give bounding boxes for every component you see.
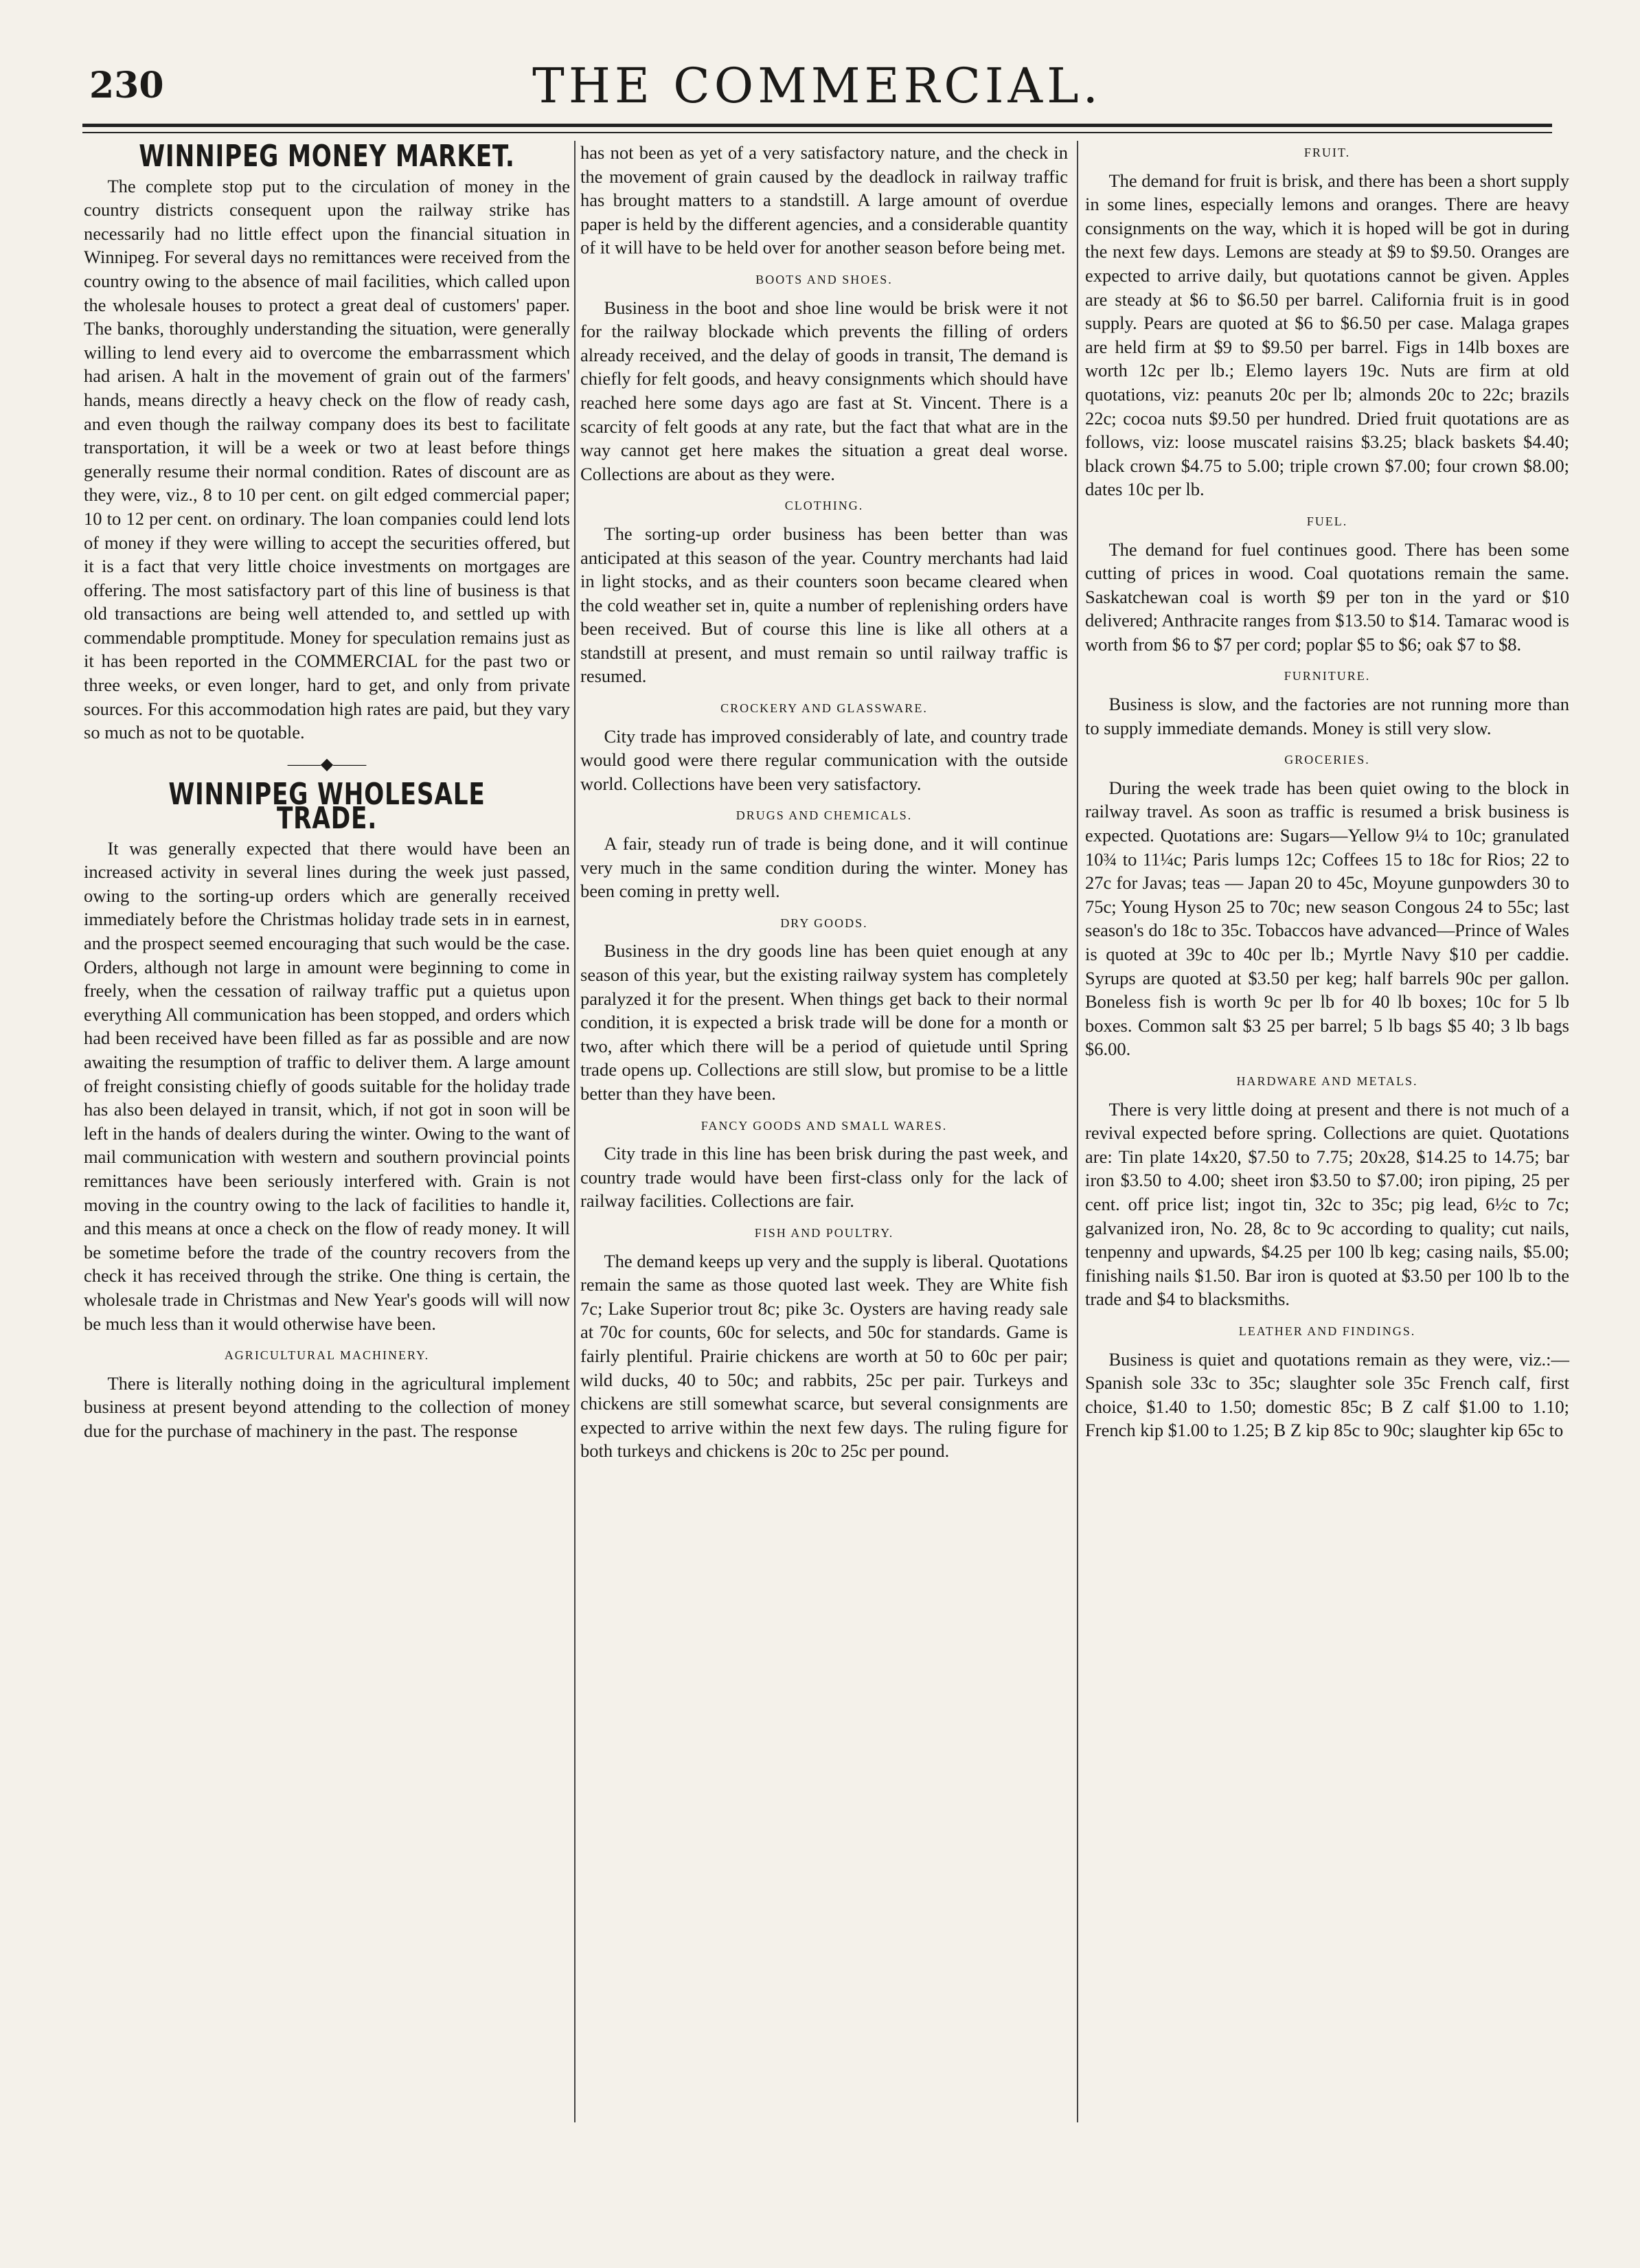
fancy-goods-body: City trade in this line has been brisk during the past week, and country trade would have been first-class only for the lack of railway facilities. Collections are fair. [580, 1143, 1068, 1212]
fruit-body: The demand for fruit is brisk, and there has been a short supply in some lines, especially lemons and oranges. There are heavy consignments on the way, which it is hoped will be got in during the next few days. Lemons are steady at $9 to $9.50. Oranges are expected to arrive daily, but quotations cannot be given. Apples are steady at $6 to $6.50 per barrel. California fruit is in good supply. Pears are quoted at $6 to $6.50 per case. Malaga grapes are held firm at $9 to $9.50 per barrel. Figs in 14lb boxes are worth 12c per lb.; Elemo layers 19c. Nuts are firm at old quotations, viz: peanuts 20c per lb; almonds 20c to 22c; brazils 22c; cocoa nuts $9.50 per hundred. Dried fruit quotations are as follows, viz: loose muscatel raisins $3.25; black baskets $4.40; black crown $4.75 to 5.00; triple crown $7.00; four crown $8.00; dates 10c per lb. [1085, 170, 1569, 500]
boots-shoes-body: Business in the boot and shoe line would be brisk were it not for the railway blockade which prevents the filling of orders already received, and the delay of goods in transit, The demand is chiefly for felt goods, and heavy consignments which should have reached here some days ago are fast at St. Vincent. There is a scarcity of felt goods at any rate, but the fact that what are in the way cannot get here makes the situation a great deal worse. Collections are about as they were. [580, 297, 1068, 484]
crockery-body: City trade has improved considerably of late, and country trade would good were there regular communication with the outside world. Collections have been very satisfactory. [580, 725, 1068, 794]
column-rule [1077, 141, 1078, 2122]
fish-poultry-body: The demand keeps up very and the supply is liberal. Quotations remain the same as those quoted last week. They are White fish 7c; Lake Superior trout 8c; pike 3c. Oysters are having ready sale at 70c for counts, 60c for selects, and 50c for standards. Game is fairly plentiful. Prairie chickens are worth at 50 to 60c per pair; wild ducks, 40 to 50c; and rabbits, 25c per pair. Turkeys and chickens are still somewhat scarce, but several consignments are expected to arrive within the next few days. The ruling figure for both turkeys and chickens is 20c to 25c per pound. [580, 1250, 1068, 1462]
agricultural-machinery-body: There is literally nothing doing in the agricultural implement business at present beyond attending to the collection of money due for the purchase of machinery in the past. The response [84, 1372, 570, 1441]
page-number: 230 [89, 65, 164, 106]
fish-poultry-heading: FISH AND POULTRY. [754, 1225, 894, 1240]
leather-body: Business is quiet and quotations remain as they were, viz.:—Spanish sole 33c to 35c; slaughter sole 35c French calf, first choice, $1.40 to 1.50; domestic 85c; B Z calf $1.00 to 1.10; French kip $1.00 to 1.25; B Z kip 85c to 90c; slaughter kip 65c to [1085, 1348, 1569, 1441]
agricultural-machinery-continued: has not been as yet of a very satisfactory nature, and the check in the movement of grain caused by the deadlock in railway traffic has brought matters to a standstill. A large amount of overdue paper is held by the different agencies, and a considerable quantity of it will have to be held over for another season before being met. [580, 142, 1068, 258]
wholesale-trade-body: It was generally expected that there would have been an increased activity in several lines during the week just passed, owing to the sorting-up orders which are generally received immediately before the Christmas holiday trade sets in in earnest, and the prospect seemed encouraging that such would be the case. Orders, although not large in amount were beginning to come in freely, when the cessation of railway traffic put a quietus upon everything All communication has been stopped, and orders which had been received have been filled as far as possible and are now awaiting the resumption of traffic to deliver them. A large amount of freight consisting chiefly of goods suitable for the holiday trade has also been delayed in transit, which, if not got in soon will be left in the hands of dealers during the winter. Owing to the want of mail communication with western and southern provincial points remittances have been seriously interfered with. Grain is not moving in the country owing to the lack of facilities to handle it, and this means at once a check on the flow of ready money. It will be sometime before the trade of the country recovers from the check it has received through the strike. One thing is certain, the wholesale trade in Christmas and New Year's goods will will now be much less than it would otherwise have been. [84, 837, 570, 1334]
paper-title: THE COMMERCIAL. [532, 58, 1102, 114]
hardware-heading: HARDWARE AND METALS. [1236, 1074, 1418, 1088]
drugs-heading: DRUGS AND CHEMICALS. [736, 808, 913, 823]
clothing-heading: CLOTHING. [784, 499, 864, 513]
clothing-body: The sorting-up order business has been better than was anticipated at this season of the year. Country merchants had laid in light stocks, and as their counters soon became cleared when the cold weather set in, quite a number of replenishing orders have been received. But of course this line is like all others at a standstill at present, and must remain so until railway traffic is resumed. [580, 523, 1068, 687]
agricultural-machinery-heading: AGRICULTURAL MACHINERY. [224, 1348, 430, 1363]
leather-heading: LEATHER AND FINDINGS. [1238, 1324, 1416, 1338]
dry-goods-body: Business in the dry goods line has been quiet enough at any season of this year, but the existing railway system has completely paralyzed it for the present. When things get back to their normal condition, it is expected a brisk trade will be done for a month or two, after which there will be a period of quietude until Spring trade opens up. Collections are still slow, but promise to be a little better than they have been. [580, 940, 1068, 1104]
crockery-heading: CROCKERY AND GLASSWARE. [720, 701, 928, 716]
furniture-body: Business is slow, and the factories are not running more than to supply immediate demands. Money is still very slow. [1085, 694, 1569, 738]
fruit-heading: FRUIT. [1303, 146, 1351, 159]
money-market-heading: WINNIPEG MONEY MARKET. [139, 139, 515, 174]
dry-goods-heading: DRY GOODS. [780, 916, 868, 930]
column-1 [84, 141, 570, 2201]
groceries-body: During the week trade has been quiet owing to the block in railway travel. As soon as traffic is resumed a brisk business is expected. Quotations are: Sugars—Yellow 9¼ to 10c; granulated 10¾ to 11¼c; Paris lumps 12c; Coffees 15 to 18c for Rios; 22 to 27c for Javas; teas — Japan 20 to 45c, Moyune gunpowders 30 to 75c; Young Hyson 25 to 70c; new season Congous 24 to 55c; last season's do 18c to 35c. Tobaccos have advanced—Prince of Wales is quoted at 39c to 40c per lb.; Myrtle Navy $10 per caddie. Syrups are quoted at $3.50 per keg; half barrels 90c per gallon. Boneless fish is worth 9c per lb for 40 lb boxes; 10c for 5 lb boxes. Common salt $3 25 per barrel; 5 lb bags $5 40; 3 lb bags $6.00. [1085, 777, 1569, 1060]
wholesale-trade-heading: WINNIPEG WHOLESALE TRADE. [168, 777, 486, 837]
boots-shoes-heading: BOOTS AND SHOES. [755, 272, 893, 286]
header-rule-thin [82, 132, 1552, 133]
fuel-body: The demand for fuel continues good. There has been some cutting of prices in wood. Coal quotations remain the same. Saskatchewan coal is worth $9 per ton in the yard or $10 delivered; Anthracite ranges from $13.50 to $14. Tamarac wood is worth from $6 to $7 per cord; poplar $5 to $6; oak $7 to $8. [1085, 538, 1569, 655]
header-rule-thick [82, 124, 1552, 127]
money-market-body: The complete stop put to the circulation of money in the country districts consequent upon the railway strike has necessarily had no little effect upon the financial situation in Winnipeg. For several days no remittances were received from the country owing to the absence of mail facilities, which called upon the wholesale houses to protect a great deal of customers' paper. The banks, thoroughly understanding the situation, were generally willing to lend every aid to overcome the embarrassment which had arisen. A halt in the movement of grain out of the farmers' hands, means directly a heavy check on the flow of ready cash, and even though the railway company does its best to facilitate transportation, it will be a week or two at least before things generally resume their normal condition. Rates of discount are as they were, viz., 8 to 10 per cent. on gilt edged commercial paper; 10 to 12 per cent. on ordinary. The loan companies could lend lots of money if they were willing to accept the securities offered, but it is a fact that very little choice investments on mortgages are offering. The most satisfactory part of this line of business is that old transactions are being well attended to, and settled up with commendable promptitude. Money for speculation remains just as it has been reported in the COMMERCIAL for the past two or three weeks, or even longer, hard to get, and only from private sources. For this accommodation high rates are paid, but they vary so much as not to be quotable. [84, 175, 570, 743]
fancy-goods-heading: FANCY GOODS AND SMALL WARES. [701, 1118, 948, 1133]
fuel-heading: FUEL. [1306, 514, 1348, 528]
drugs-body: A fair, steady run of trade is being done, and it will continue very much in the same condition during the winter. Money has been coming in pretty well. [580, 833, 1068, 902]
section-divider: ——◆—— [287, 755, 367, 773]
column-3 [1085, 141, 1569, 2201]
hardware-body: There is very little doing at present and there is not much of a revival expected before spring. Collections are quiet. Quotations are: Tin plate 14x20, $7.50 to 7.75; 20x28, $14.25 to 14.75; bar iron $3.50 to 4.00; sheet iron $3.50 to $7.00; iron piping, 25 per cent. off price list; ingot tin, 32c to 35c; pig lead, 6½c to 7c; galvanized iron, No. 28, 8c to 9c according to quality; cut nails, tenpenny and upwards, $4.25 per 100 lb keg; casing nails, $5.00; finishing nails $1.50. Bar iron is quoted at $3.50 per 100 lb to the trade and $4 to blacksmiths. [1085, 1098, 1569, 1310]
groceries-heading: GROCERIES. [1284, 753, 1370, 767]
column-2 [580, 141, 1068, 2201]
masthead [69, 49, 1566, 125]
column-rule [574, 141, 576, 2122]
furniture-heading: FURNITURE. [1284, 669, 1371, 683]
